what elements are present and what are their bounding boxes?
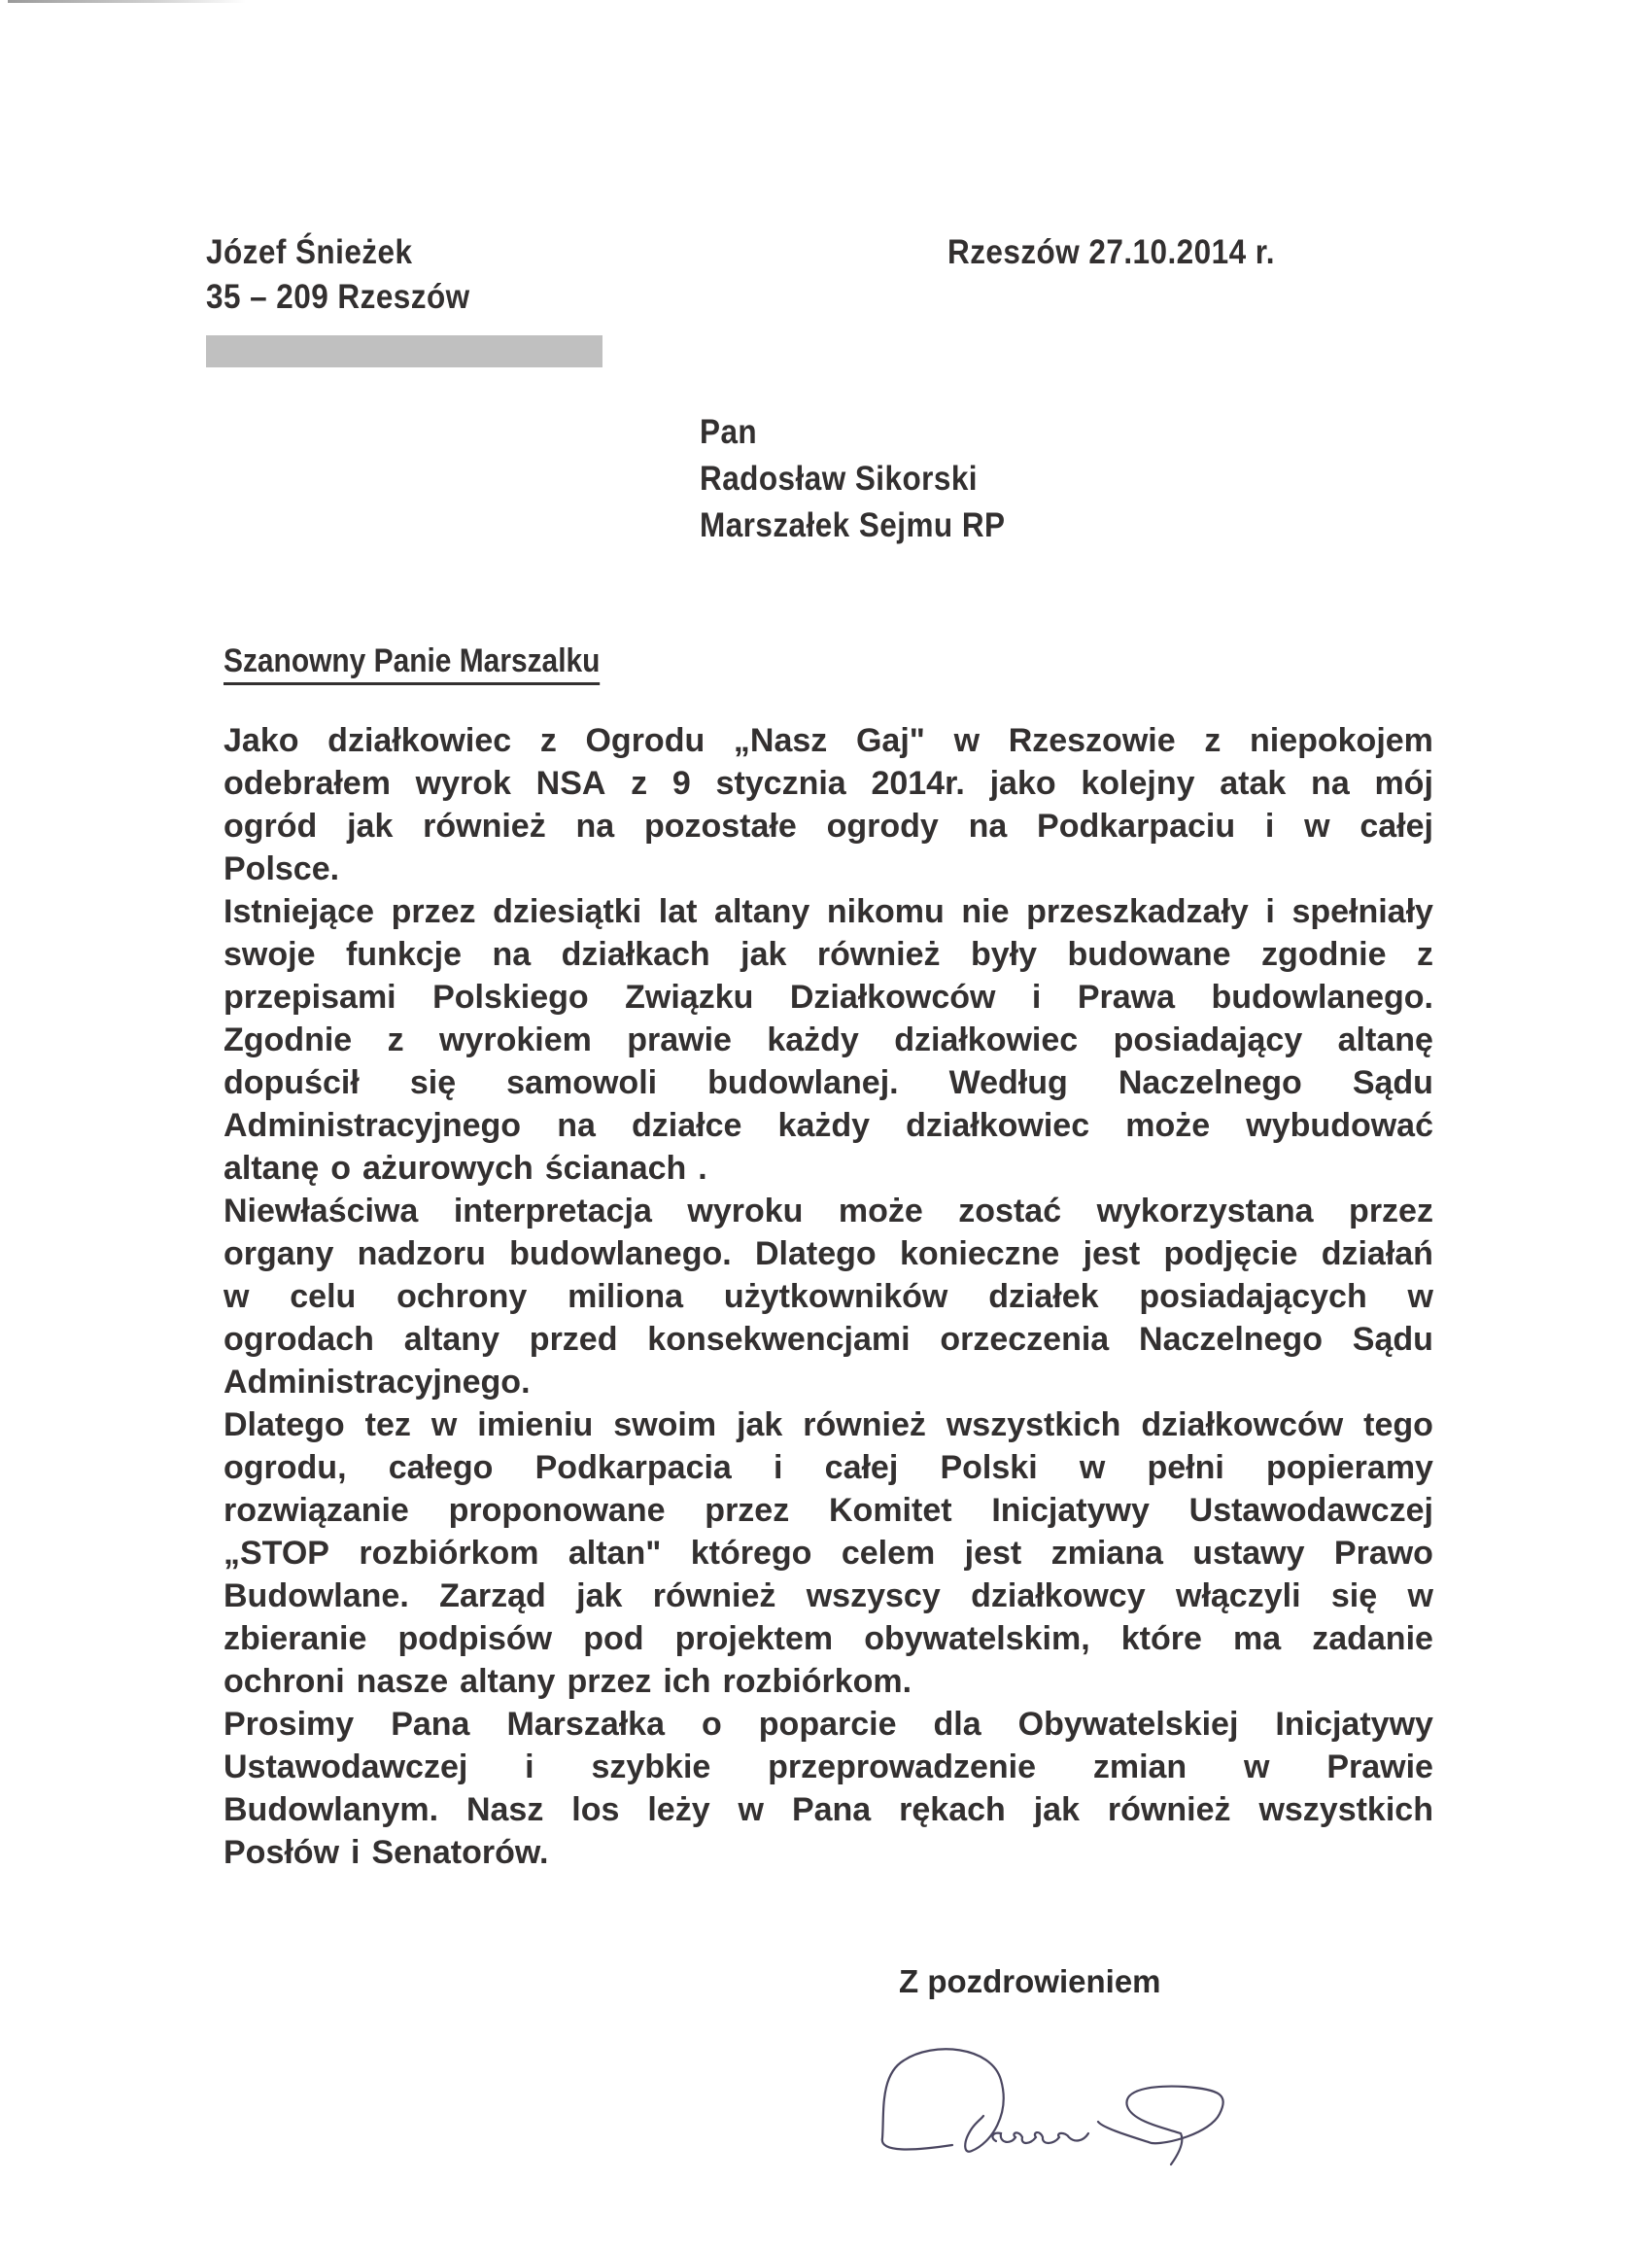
body-word: Sądu xyxy=(1352,1064,1433,1101)
body-word: w xyxy=(1244,1748,1270,1785)
body-word: w xyxy=(1407,1278,1433,1315)
body-word: zmian xyxy=(1092,1748,1187,1785)
body-word: lat xyxy=(658,893,698,930)
body-word: prawie xyxy=(627,1021,732,1058)
body-word: odebrałem xyxy=(224,765,391,802)
body-word: i xyxy=(525,1748,534,1785)
body-line xyxy=(224,1703,1433,1746)
body-word: podjęcie xyxy=(1163,1235,1298,1272)
body-word: Prawie xyxy=(1326,1748,1433,1785)
body-word: wszystkich xyxy=(1258,1791,1433,1828)
body-word: działań xyxy=(1321,1235,1433,1272)
body-line xyxy=(224,1275,1433,1318)
body-word: przez xyxy=(391,893,476,930)
body-word: o xyxy=(330,1150,352,1187)
body-word: wyroku xyxy=(687,1193,804,1229)
body-line xyxy=(224,1232,1433,1275)
body-word: projektem xyxy=(674,1620,834,1657)
body-word: funkcje xyxy=(345,936,462,973)
body-line xyxy=(224,1019,1433,1061)
body-word: z xyxy=(539,722,557,759)
body-word: działce xyxy=(632,1107,742,1144)
body-word: zadanie xyxy=(1312,1620,1433,1657)
body-word: każdy xyxy=(777,1107,871,1144)
body-word: Prosimy xyxy=(224,1706,355,1743)
body-word: altany xyxy=(460,1663,556,1700)
body-line xyxy=(224,805,1433,848)
body-line xyxy=(224,1831,1433,1874)
body-word: spełniały xyxy=(1291,893,1433,930)
body-word: Prawa xyxy=(1077,979,1175,1016)
body-line xyxy=(224,1746,1433,1788)
redacted-address xyxy=(206,335,602,367)
body-word: orzeczenia xyxy=(940,1321,1110,1358)
body-line xyxy=(224,1147,1433,1190)
body-word: Jako xyxy=(224,722,299,759)
body-word: Budowlanym. xyxy=(224,1791,439,1828)
body-line xyxy=(224,848,1433,890)
body-line xyxy=(224,1061,1433,1104)
body-word: swoim xyxy=(613,1406,717,1443)
body-word: ochroni xyxy=(224,1663,345,1700)
signature-icon xyxy=(875,2036,1244,2172)
body-word: posiadających xyxy=(1139,1278,1367,1315)
body-word: Ustawodawczej xyxy=(224,1748,468,1785)
body-word: niepokojem xyxy=(1249,722,1433,759)
body-word: Pana xyxy=(791,1791,872,1828)
body-word: Według xyxy=(948,1064,1068,1101)
body-word: budowlanej. xyxy=(707,1064,899,1101)
body-word: działkowiec xyxy=(327,722,512,759)
body-word: na xyxy=(575,808,615,845)
body-word: ustawy xyxy=(1192,1535,1305,1572)
body-word: ścianach xyxy=(544,1150,687,1187)
body-word: zmiana xyxy=(1050,1535,1163,1572)
body-word: rozbiórkom. xyxy=(722,1663,912,1700)
body-word: jak xyxy=(740,936,787,973)
body-line xyxy=(224,976,1433,1019)
body-word: ogrody xyxy=(826,808,939,845)
body-word: działek xyxy=(988,1278,1099,1315)
body-word: kolejny xyxy=(1081,765,1195,802)
body-word: stycznia xyxy=(715,765,846,802)
body-word: i xyxy=(1264,808,1275,845)
body-word: proponowane xyxy=(448,1492,666,1529)
body-word: jak xyxy=(576,1577,623,1614)
body-word: które xyxy=(1120,1620,1202,1657)
body-word: konieczne xyxy=(899,1235,1060,1272)
body-word: ogród xyxy=(224,808,318,845)
body-word: nikomu xyxy=(826,893,945,930)
body-word: organy xyxy=(224,1235,334,1272)
body-word: Działkowców xyxy=(789,979,996,1016)
body-word: rozwiązanie xyxy=(224,1492,409,1529)
body-word: Polski xyxy=(940,1449,1038,1486)
body-line xyxy=(224,1318,1433,1361)
body-word: może xyxy=(1125,1107,1211,1144)
body-word: całego xyxy=(388,1449,494,1486)
body-word: Podkarpaciu xyxy=(1037,808,1236,845)
body-word: działkowiec xyxy=(894,1021,1079,1058)
body-word: 9 xyxy=(671,765,691,802)
body-word: na xyxy=(1311,765,1350,802)
body-word: miliona xyxy=(568,1278,684,1315)
body-word: z xyxy=(1204,722,1222,759)
body-word: Związku xyxy=(625,979,754,1016)
body-word: leży xyxy=(647,1791,710,1828)
recipient-title: Pan xyxy=(700,413,758,451)
body-word: Zgodnie xyxy=(224,1021,353,1058)
body-word: przez xyxy=(1349,1193,1433,1229)
body-word: jest xyxy=(1083,1235,1141,1272)
scan-edge-artifact xyxy=(8,0,246,3)
body-word: imieniu xyxy=(477,1406,594,1443)
body-word: atak xyxy=(1220,765,1287,802)
body-word: działkowiec xyxy=(906,1107,1090,1144)
body-word: celem xyxy=(841,1535,936,1572)
body-word: budowane xyxy=(1067,936,1231,973)
closing: Z pozdrowieniem xyxy=(899,1963,1161,1999)
body-word: się xyxy=(409,1064,457,1101)
body-word: Obywatelskiej xyxy=(1017,1706,1239,1743)
body-word: obywatelskim, xyxy=(864,1620,1090,1657)
body-word: również xyxy=(1107,1791,1231,1828)
body-line xyxy=(224,719,1433,762)
body-word: włączyli xyxy=(1176,1577,1301,1614)
body-line xyxy=(224,1361,1433,1403)
body-word: Pana xyxy=(391,1706,470,1743)
place-date: Rzeszów 27.10.2014 r. xyxy=(947,233,1275,271)
body-word: jest xyxy=(964,1535,1022,1572)
body-word: były xyxy=(970,936,1037,973)
body-word: i xyxy=(1031,979,1042,1016)
body-word: altanę xyxy=(224,1150,320,1187)
body-word: Sądu xyxy=(1352,1321,1433,1358)
body-word: przeszkadzały xyxy=(1026,893,1249,930)
body-word: w xyxy=(224,1278,250,1315)
sender-name: Józef Śnieżek xyxy=(206,233,413,271)
body-word: dziesiątki xyxy=(493,893,642,930)
body-line xyxy=(224,1190,1433,1232)
body-word: całej xyxy=(1359,808,1433,845)
body-word: na xyxy=(968,808,1008,845)
body-word: wszystkich xyxy=(946,1406,1121,1443)
body-word: Gaj" xyxy=(855,722,925,759)
body-word: altanę xyxy=(1337,1021,1433,1058)
body-line xyxy=(224,1788,1433,1831)
body-word: Naczelnego xyxy=(1139,1321,1323,1358)
body-word: tez xyxy=(364,1406,411,1443)
body-word: którego xyxy=(690,1535,812,1572)
body-word: Ogrodu xyxy=(585,722,706,759)
body-word: budowlanego. xyxy=(509,1235,732,1272)
body-line xyxy=(224,1575,1433,1617)
body-word: Podkarpacia xyxy=(534,1449,732,1486)
body-word: podpisów xyxy=(397,1620,553,1657)
body-word: mój xyxy=(1374,765,1433,802)
body-word: działkowców xyxy=(1141,1406,1344,1443)
body-word: dla xyxy=(933,1706,981,1743)
body-word: ażurowych xyxy=(362,1150,533,1187)
body-word: z xyxy=(1416,936,1433,973)
body-word: poparcie xyxy=(758,1706,897,1743)
body-word: całej xyxy=(824,1449,899,1486)
body-word: również xyxy=(803,1406,926,1443)
body-word: szybkie xyxy=(591,1748,711,1785)
body-word: Nasz xyxy=(465,1791,544,1828)
body-word: w xyxy=(1079,1449,1106,1486)
letter-body xyxy=(224,719,1433,1874)
body-word: wszyscy xyxy=(806,1577,941,1614)
body-word: zostać xyxy=(958,1193,1062,1229)
body-word: altany xyxy=(403,1321,499,1358)
body-word: budowlanego. xyxy=(1211,979,1433,1016)
body-word: i xyxy=(351,1834,361,1871)
sender-postal-line: 35 – 209 Rzeszów xyxy=(206,278,470,316)
body-word: popieramy xyxy=(1266,1449,1433,1486)
body-word: pełni xyxy=(1147,1449,1224,1486)
body-word: Dlatego xyxy=(754,1235,877,1272)
body-word: ogrodach xyxy=(224,1321,374,1358)
body-word: w xyxy=(1407,1577,1433,1614)
recipient-name: Radosław Sikorski xyxy=(700,460,979,498)
body-word: przepisami xyxy=(224,979,396,1016)
body-word: Prawo xyxy=(1333,1535,1433,1572)
body-word: Dlatego xyxy=(224,1406,345,1443)
body-word: przez xyxy=(567,1663,652,1700)
body-word: pod xyxy=(583,1620,644,1657)
body-word: Naczelnego xyxy=(1118,1064,1302,1101)
body-line xyxy=(224,1446,1433,1489)
body-line xyxy=(224,933,1433,976)
body-word: przed xyxy=(529,1321,618,1358)
body-word: ma xyxy=(1232,1620,1282,1657)
body-word: z xyxy=(631,765,648,802)
body-word: altany xyxy=(714,893,810,930)
body-line xyxy=(224,1489,1433,1532)
body-word: również xyxy=(423,808,546,845)
sender-block xyxy=(206,233,470,323)
body-word: nasze xyxy=(356,1663,449,1700)
body-word: Posłów xyxy=(224,1834,340,1871)
body-word: Administracyjnego. xyxy=(224,1364,531,1401)
body-word: ochrony xyxy=(396,1278,528,1315)
body-word: rozbiórkom xyxy=(359,1535,539,1572)
body-line xyxy=(224,762,1433,805)
body-line xyxy=(224,890,1433,933)
body-word: ogrodu, xyxy=(224,1449,347,1486)
body-word: Niewłaściwa xyxy=(224,1193,419,1229)
body-word: NSA xyxy=(535,765,606,802)
body-word: może xyxy=(838,1193,923,1229)
body-word: Administracyjnego xyxy=(224,1107,522,1144)
body-word: jak xyxy=(347,808,394,845)
body-word: Zarząd xyxy=(439,1577,546,1614)
body-word: zbieranie xyxy=(224,1620,367,1657)
body-word: „STOP xyxy=(224,1535,329,1572)
body-word: o xyxy=(702,1706,722,1743)
salutation: Szanowny Panie Marszalku xyxy=(224,641,600,685)
body-line xyxy=(224,1532,1433,1575)
body-word: Istniejące xyxy=(224,893,374,930)
recipient-position: Marszałek Sejmu RP xyxy=(700,506,1006,544)
body-word: posiadający xyxy=(1113,1021,1303,1058)
body-word: interpretacja xyxy=(453,1193,652,1229)
body-word: w xyxy=(1304,808,1330,845)
body-word: w xyxy=(430,1406,458,1443)
body-word: w xyxy=(953,722,981,759)
body-word: Inicjatywy xyxy=(991,1492,1150,1529)
body-word: ich xyxy=(663,1663,711,1700)
body-word: na xyxy=(492,936,532,973)
body-word: nie xyxy=(961,893,1010,930)
body-word: . xyxy=(698,1150,707,1187)
body-word: Komitet xyxy=(829,1492,952,1529)
body-word: z xyxy=(387,1021,404,1058)
body-line xyxy=(224,1617,1433,1660)
body-word: 2014r. xyxy=(871,765,965,802)
body-word: „Nasz xyxy=(733,722,828,759)
body-word: Rzeszowie xyxy=(1008,722,1176,759)
body-word: rękach xyxy=(899,1791,1006,1828)
body-word: Polskiego xyxy=(432,979,589,1016)
body-word: również xyxy=(652,1577,776,1614)
body-word: zgodnie xyxy=(1261,936,1387,973)
body-word: również xyxy=(816,936,941,973)
body-word: wykorzystana xyxy=(1096,1193,1314,1229)
body-word: tego xyxy=(1363,1406,1433,1443)
body-word: w xyxy=(738,1791,764,1828)
body-word: konsekwencjami xyxy=(647,1321,911,1358)
body-word: swoje xyxy=(224,936,316,973)
body-word: się xyxy=(1330,1577,1378,1614)
body-word: jako xyxy=(989,765,1056,802)
body-word: los xyxy=(571,1791,620,1828)
body-word: na xyxy=(557,1107,596,1144)
body-word: jak xyxy=(1033,1791,1080,1828)
body-word: i xyxy=(1265,893,1275,930)
body-word: działkach xyxy=(561,936,710,973)
body-word: działkowcy xyxy=(971,1577,1146,1614)
body-word: przeprowadzenie xyxy=(768,1748,1036,1785)
body-word: wyrok xyxy=(415,765,511,802)
body-line xyxy=(224,1104,1433,1147)
body-word: Inicjatywy xyxy=(1275,1706,1433,1743)
body-line xyxy=(224,1660,1433,1703)
recipient-block xyxy=(700,413,1005,553)
body-word: i xyxy=(774,1449,783,1486)
body-word: użytkowników xyxy=(723,1278,948,1315)
body-word: każdy xyxy=(767,1021,859,1058)
body-word: nadzoru xyxy=(357,1235,486,1272)
body-word: Polsce. xyxy=(224,850,340,887)
body-word: pozostałe xyxy=(643,808,797,845)
body-word: samowoli xyxy=(506,1064,658,1101)
body-word: Ustawodawczej xyxy=(1188,1492,1433,1529)
body-word: wyrokiem xyxy=(438,1021,592,1058)
body-word: wybudować xyxy=(1246,1107,1433,1144)
body-word: Senatorów. xyxy=(371,1834,549,1871)
body-word: Marszałka xyxy=(506,1706,665,1743)
body-word: jak xyxy=(737,1406,783,1443)
body-word: dopuścił xyxy=(224,1064,360,1101)
body-word: altan" xyxy=(568,1535,662,1572)
body-word: Budowlane. xyxy=(224,1577,409,1614)
body-line xyxy=(224,1403,1433,1446)
body-word: przez xyxy=(705,1492,790,1529)
body-word: celu xyxy=(290,1278,357,1315)
